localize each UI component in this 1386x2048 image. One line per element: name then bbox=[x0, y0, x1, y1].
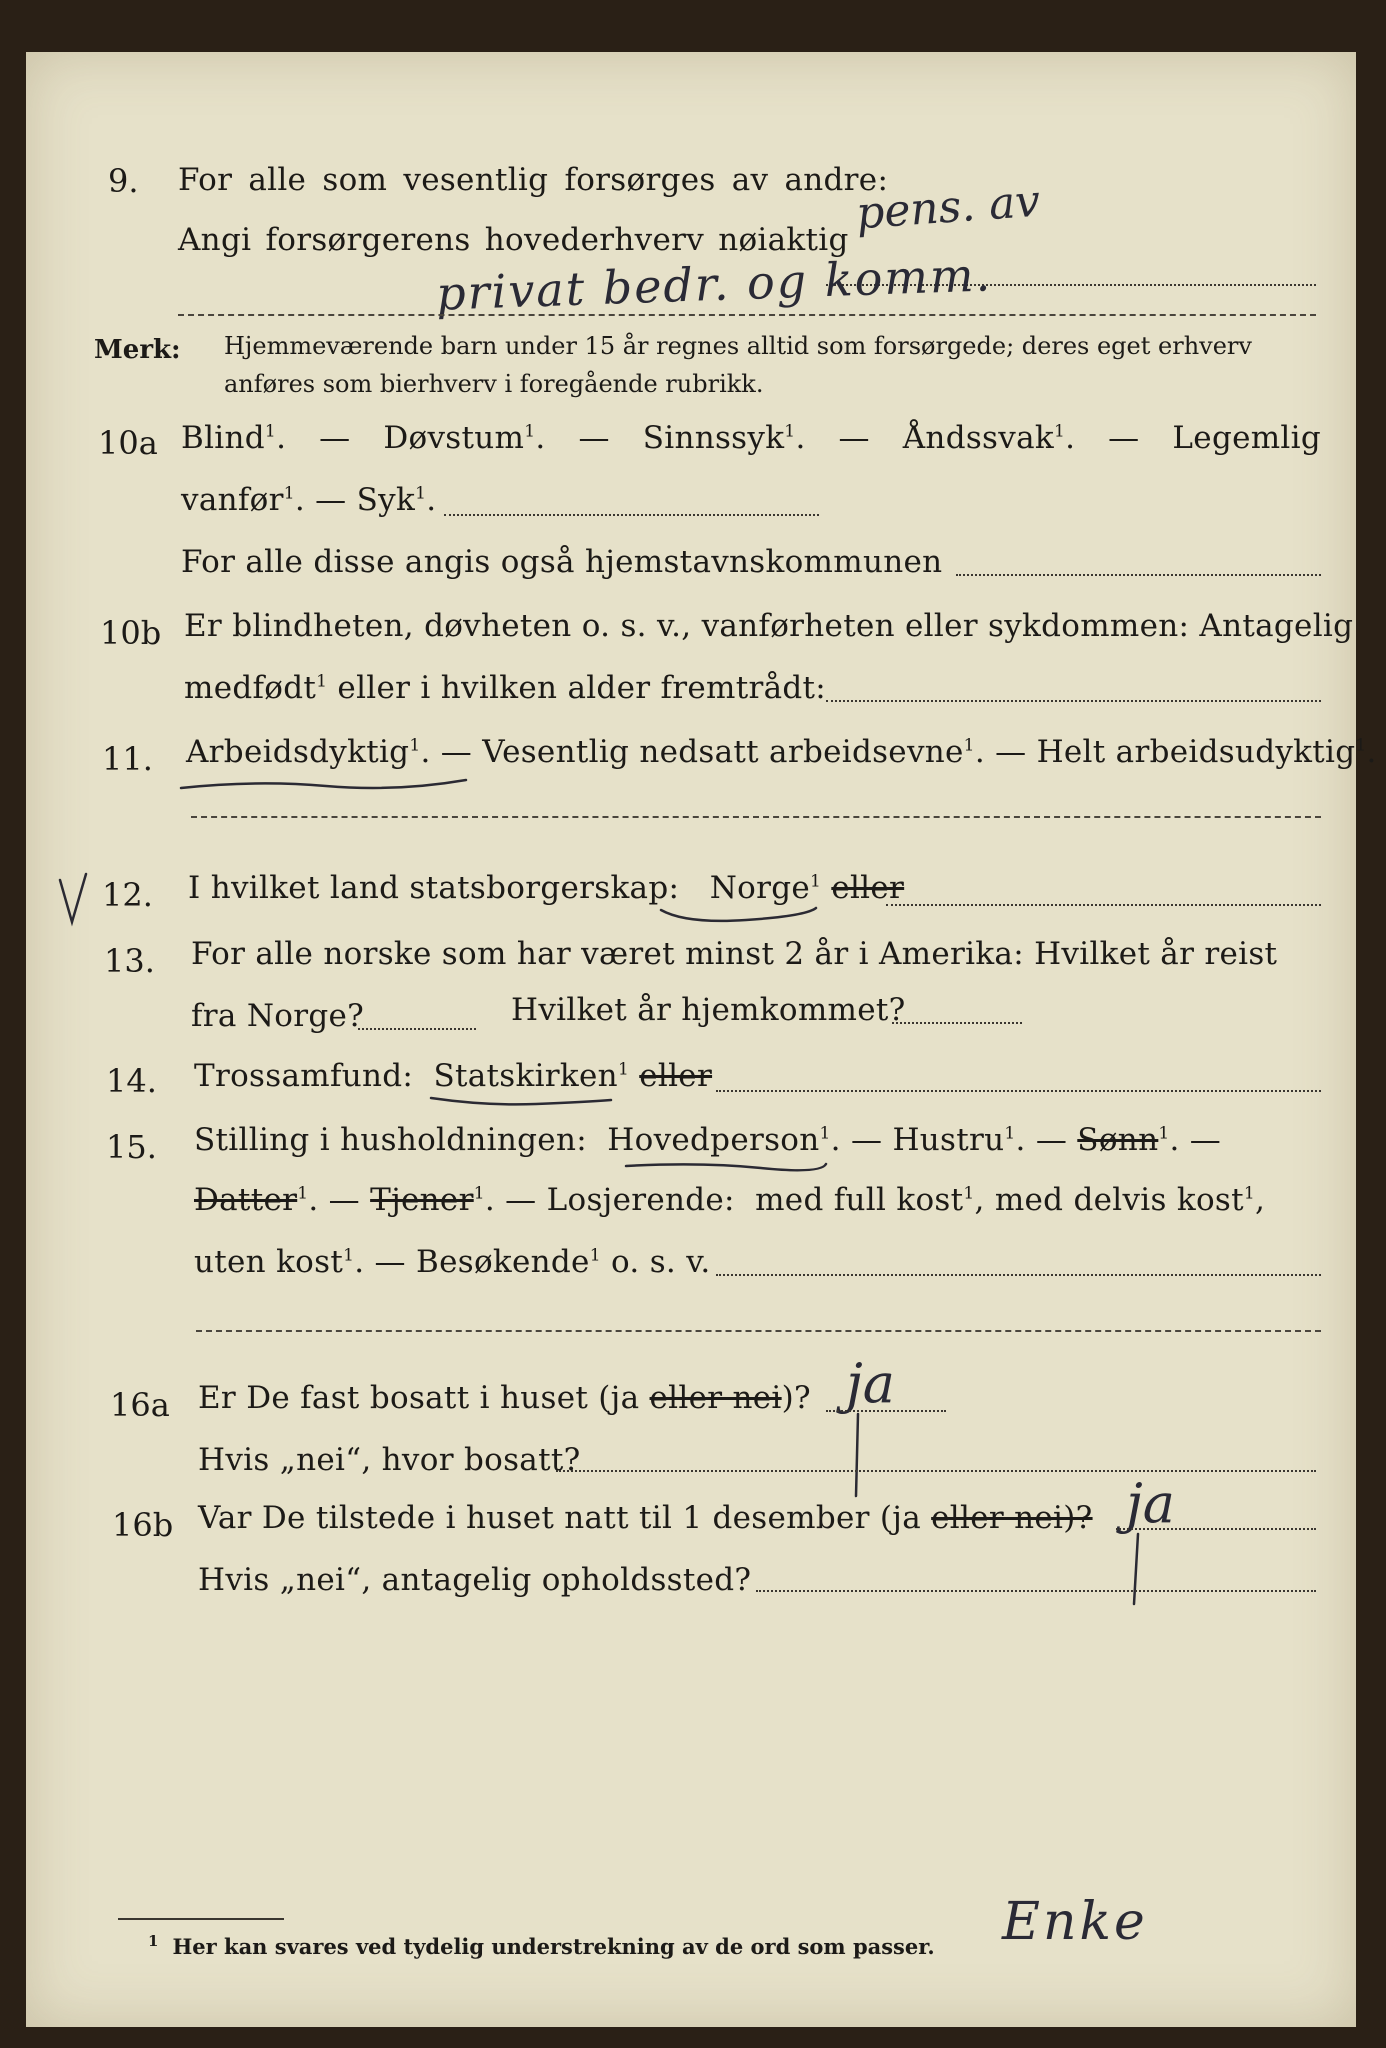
q9-number: 9. bbox=[108, 162, 139, 200]
q14-number: 14. bbox=[106, 1062, 157, 1100]
q14-answer-line bbox=[716, 1090, 1321, 1092]
footnote-rule bbox=[118, 1918, 284, 1920]
q12-answer-line bbox=[886, 904, 1321, 906]
q16b-line1: Var De tilstede i huset natt til 1 desember (ja eller nei)? bbox=[198, 1500, 1093, 1536]
q15-hovedperson: Hovedperson$^1$ bbox=[607, 1122, 831, 1158]
q14-statskirken: Statskirken$^1$ bbox=[433, 1058, 630, 1094]
q16b-line2: Hvis „nei“, antagelig opholdssted? bbox=[198, 1562, 752, 1598]
q16a-answer-handwriting: ja bbox=[846, 1352, 895, 1415]
q11-arbeidsdyktig: Arbeidsdyktig$^1$. bbox=[186, 734, 431, 770]
q16a-bosatt-line bbox=[556, 1470, 1316, 1472]
q15-answer-line2 bbox=[196, 1330, 1321, 1332]
q9-line2: Angi forsørgerens hovederhverv nøiaktig bbox=[178, 222, 849, 258]
q10b-answer-line bbox=[826, 700, 1321, 702]
q15-line2: Datter$^1$. — Tjener$^1$. — Losjerende: med full kost$^1$, med delvis kost$^1$, bbox=[194, 1182, 1266, 1218]
q13-number: 13. bbox=[104, 942, 155, 980]
q16b-answer-handwriting: ja bbox=[1126, 1472, 1175, 1535]
q10b-number: 10b bbox=[100, 614, 162, 652]
q13-line2b: Hvilket år hjemkommet? bbox=[511, 992, 906, 1028]
q10a-syk-line bbox=[444, 514, 819, 516]
footnote bbox=[148, 1932, 935, 1959]
footnote-text: Her kan svares ved tydelig understrekning av de ord som passer. bbox=[172, 1934, 935, 1959]
q16b-opholdssted-line bbox=[756, 1590, 1316, 1592]
q16a-line2: Hvis „nei“, hvor bosatt? bbox=[198, 1442, 581, 1478]
q9-answer-handwriting-2: privat bedr. og komm. bbox=[435, 247, 993, 321]
q15-line3: uten kost$^1$. — Besøkende$^1$ o. s. v. bbox=[194, 1244, 711, 1280]
q12-underline-mark bbox=[656, 902, 826, 932]
q15-line1: Stilling i husholdningen: Hovedperson$^1$. — Hustru$^1$. — Sønn$^1$. — bbox=[194, 1122, 1222, 1158]
q12-eller-struck: eller bbox=[831, 870, 905, 906]
q16a-number: 16a bbox=[110, 1386, 170, 1424]
q10a-vanfor: vanfør$^1$. bbox=[181, 482, 306, 518]
q10a-andssvak: Åndssvak$^1$. bbox=[902, 420, 1076, 456]
q15-underline-mark bbox=[621, 1156, 831, 1176]
q12-number: 12. bbox=[102, 876, 153, 914]
q13-line2a: fra Norge? bbox=[191, 998, 365, 1034]
q10a-dovstum: Døvstum$^1$. bbox=[383, 420, 546, 456]
q16b-eller-nei-struck: eller nei)? bbox=[931, 1500, 1093, 1536]
q9-answer-line2 bbox=[178, 314, 1316, 316]
q10a-blind: Blind$^1$. bbox=[181, 420, 287, 456]
q16b-answer-line bbox=[1116, 1528, 1316, 1530]
q10b-line2: medfødt$^1$ eller i hvilken alder fremtrådt: bbox=[184, 670, 827, 706]
q16a-answer-stroke bbox=[844, 1412, 874, 1502]
q15-number: 15. bbox=[106, 1128, 157, 1166]
q14-eller-struck: eller bbox=[639, 1058, 713, 1094]
q14-line: Trossamfund: Statskirken$^1$ eller bbox=[194, 1058, 713, 1094]
q10a-kommune-line bbox=[956, 574, 1321, 576]
merk-line1: Hjemmeværende barn under 15 år regnes alltid som forsørgede; deres eget erhverv bbox=[224, 332, 1252, 360]
q9-answer-handwriting-1: pens. av bbox=[854, 175, 1042, 240]
q12-norge: Norge$^1$ bbox=[709, 870, 822, 906]
q11-number: 11. bbox=[102, 740, 153, 778]
q10a-sinnssyk: Sinnssyk$^1$. bbox=[642, 420, 806, 456]
q13-reist-line bbox=[358, 1028, 476, 1030]
q15-tjener-struck: Tjener bbox=[370, 1182, 474, 1218]
q15-datter-struck: Datter bbox=[194, 1182, 298, 1218]
footnote-mark: 1 bbox=[148, 1932, 159, 1950]
q11-line1: Arbeidsdyktig$^1$. — Vesentlig nedsatt arbeidsevne$^1$. — Helt arbeidsudyktig$^1$. bbox=[186, 734, 1377, 770]
annotation-enke: Enke bbox=[1002, 1892, 1148, 1952]
q16a-answer-line bbox=[826, 1410, 946, 1412]
merk-line2: anføres som bierhverv i foregående rubrikk. bbox=[224, 370, 764, 398]
q16a-eller-nei-struck: eller nei bbox=[649, 1380, 782, 1416]
q11-underline-mark bbox=[176, 770, 476, 800]
q16b-number: 16b bbox=[112, 1506, 174, 1544]
q10a-line3: For alle disse angis også hjemstavnskommunen bbox=[181, 544, 943, 580]
q10a-number: 10a bbox=[98, 424, 158, 462]
q10b-line1: Er blindheten, døvheten o. s. v., vanførheten eller sykdommen: Antagelig bbox=[184, 608, 1354, 644]
q15-sonn-struck: Sønn bbox=[1077, 1122, 1159, 1158]
q12-line: I hvilket land statsborgerskap: Norge$^1$ eller bbox=[188, 870, 905, 906]
q10a-line2: vanfør$^1$. — Syk$^1$. bbox=[181, 482, 437, 518]
q13-hjemkommet-line bbox=[892, 1022, 1022, 1024]
q16a-line1: Er De fast bosatt i huset (ja eller nei)? bbox=[198, 1380, 811, 1416]
q15-answer-line bbox=[716, 1274, 1321, 1276]
q14-underline-mark bbox=[426, 1092, 616, 1112]
q12-check-mark bbox=[54, 870, 94, 930]
census-form-page bbox=[26, 52, 1377, 2027]
q9-line1: For alle som vesentlig forsørges av andre: bbox=[178, 162, 889, 198]
q11-answer-line bbox=[191, 816, 1321, 818]
merk-label: Merk: bbox=[94, 335, 181, 365]
q10a-syk: Syk$^1$. bbox=[356, 482, 437, 518]
q13-line1: For alle norske som har været minst 2 år i Amerika: Hvilket år reist bbox=[191, 936, 1278, 972]
q16b-answer-stroke bbox=[1124, 1532, 1154, 1612]
q10a-line1: Blind$^1$. — Døvstum$^1$. — Sinnssyk$^1$. — Åndssvak$^1$. — Legemlig bbox=[181, 420, 1321, 456]
q10a-legemlig: Legemlig bbox=[1172, 420, 1321, 456]
